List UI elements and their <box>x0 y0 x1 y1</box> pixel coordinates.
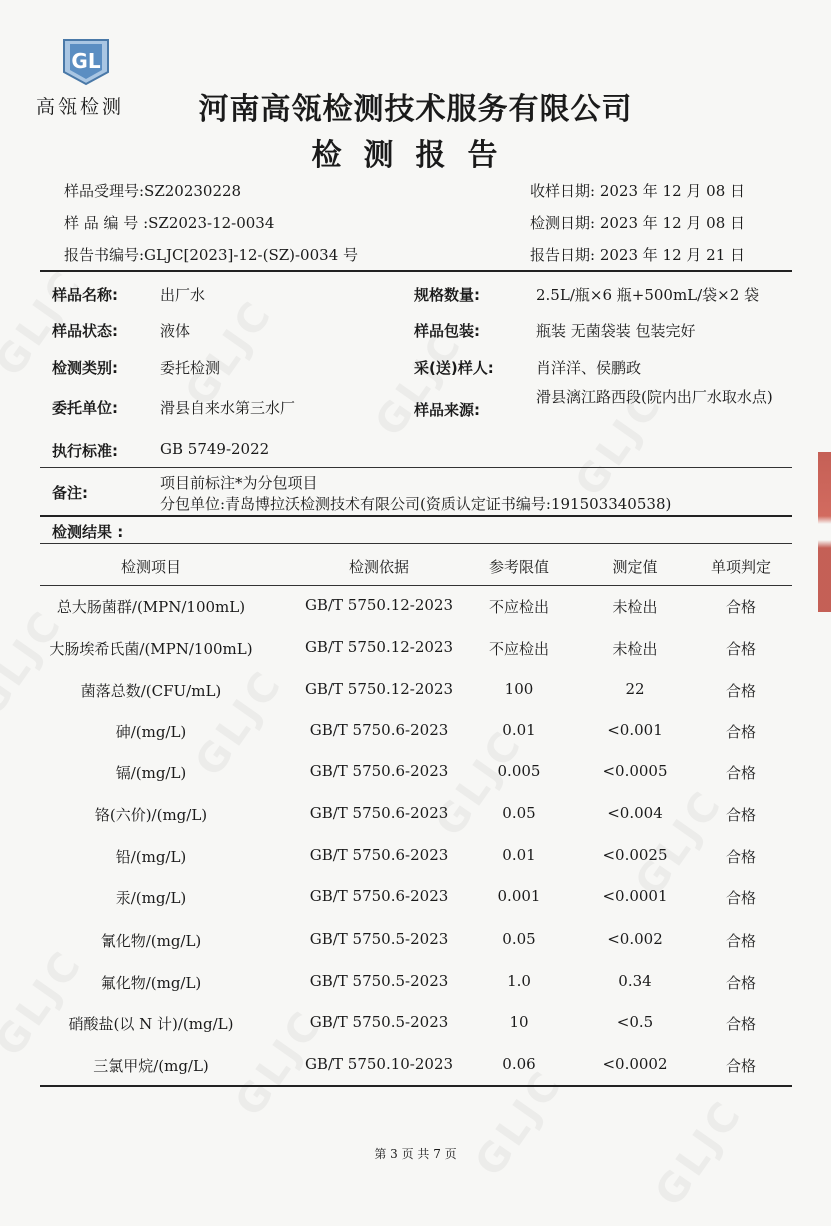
cell-measured: <0.0001 <box>602 887 668 905</box>
report-title: 检测报告 <box>311 138 520 173</box>
sampler: 肖洋洋、侯鹏政 <box>536 359 642 377</box>
cell-measured: <0.0002 <box>602 1055 668 1073</box>
cell-method: GB/T 5750.5-2023 <box>309 1013 449 1031</box>
client: 滑县自来水第三水厂 <box>160 399 296 417</box>
sample-state: 液体 <box>160 322 191 340</box>
sample-number: 样 品 编 号 :SZ2023-12-0034 <box>64 214 275 232</box>
standard-label: 执行标准: <box>52 442 118 460</box>
divider <box>40 270 792 272</box>
cell-verdict: 合格 <box>725 640 756 658</box>
remark-line-1: 项目前标注*为分包项目 <box>160 474 318 492</box>
col-header-verdict: 单项判定 <box>710 558 771 576</box>
cell-method: GB/T 5750.6-2023 <box>309 721 449 739</box>
company-name: 河南高瓴检测技术服务有限公司 <box>198 92 633 127</box>
package-label: 样品包装: <box>414 322 480 340</box>
logo-mark: GL <box>71 49 101 73</box>
watermark <box>466 1061 572 1185</box>
cell-verdict: 合格 <box>725 1015 756 1033</box>
cell-method: GB/T 5750.12-2023 <box>304 596 454 614</box>
sampler-label: 采(送)样人: <box>414 359 494 377</box>
cell-method: GB/T 5750.12-2023 <box>304 680 454 698</box>
cell-limit: 0.05 <box>502 930 536 948</box>
cell-measured: 未检出 <box>612 640 658 658</box>
cell-method: GB/T 5750.6-2023 <box>309 887 449 905</box>
col-header-limit: 参考限值 <box>488 558 549 576</box>
cell-item: 铅/(mg/L) <box>115 848 187 866</box>
cell-item: 三氯甲烷/(mg/L) <box>93 1057 209 1075</box>
cell-item: 铬(六价)/(mg/L) <box>94 806 208 824</box>
cell-verdict: 合格 <box>725 723 756 741</box>
logo-text: 高瓴检测 <box>36 96 125 118</box>
cell-verdict: 合格 <box>725 889 756 907</box>
sample-name: 出厂水 <box>160 286 206 304</box>
cell-item: 总大肠菌群/(MPN/100mL) <box>56 598 246 616</box>
client-label: 委托单位: <box>52 399 118 417</box>
cell-item: 氰化物/(mg/L) <box>100 932 202 950</box>
cell-verdict: 合格 <box>725 974 756 992</box>
cell-limit: 不应检出 <box>488 598 549 616</box>
remark-line-2: 分包单位:青岛博拉沃检测技术有限公司(资质认定证书编号:191503340538) <box>160 495 672 513</box>
divider <box>40 1085 792 1087</box>
page-number: 第 3 页 共 7 页 <box>374 1147 457 1161</box>
cell-measured: 0.34 <box>618 972 652 990</box>
cell-method: GB/T 5750.10-2023 <box>304 1055 454 1073</box>
report-date: 报告日期: 2023 年 12 月 21 日 <box>530 246 746 264</box>
cell-method: GB/T 5750.12-2023 <box>304 638 454 656</box>
cell-item: 大肠埃希氏菌/(MPN/100mL) <box>49 640 253 658</box>
cell-method: GB/T 5750.5-2023 <box>309 930 449 948</box>
cell-measured: 22 <box>625 680 645 698</box>
col-header-method: 检测依据 <box>348 558 409 576</box>
cell-item: 菌落总数/(CFU/mL) <box>80 682 222 700</box>
spec-label: 规格数量: <box>414 286 480 304</box>
cell-verdict: 合格 <box>725 848 756 866</box>
cell-limit: 0.01 <box>502 721 536 739</box>
cell-item: 氟化物/(mg/L) <box>100 974 202 992</box>
cell-limit: 0.005 <box>497 762 541 780</box>
divider <box>40 515 792 517</box>
cell-limit: 1.0 <box>507 972 531 990</box>
cell-verdict: 合格 <box>725 806 756 824</box>
divider <box>40 543 792 544</box>
category-label: 检测类别: <box>52 359 118 377</box>
cell-limit: 0.001 <box>497 887 541 905</box>
cell-verdict: 合格 <box>725 764 756 782</box>
watermark <box>0 941 92 1065</box>
test-category: 委托检测 <box>160 359 221 377</box>
col-header-measured: 测定值 <box>612 558 658 576</box>
received-date: 收样日期: 2023 年 12 月 08 日 <box>530 182 746 200</box>
cell-limit: 0.01 <box>502 846 536 864</box>
cell-measured: <0.004 <box>607 804 663 822</box>
watermark <box>0 601 72 725</box>
watermark <box>426 721 532 845</box>
cell-verdict: 合格 <box>725 682 756 700</box>
sample-package: 瓶装 无菌袋装 包装完好 <box>536 322 696 340</box>
cell-limit: 0.06 <box>502 1055 536 1073</box>
cell-measured: <0.001 <box>607 721 663 739</box>
source-label: 样品来源: <box>414 401 480 419</box>
standard: GB 5749-2022 <box>160 440 270 458</box>
cell-limit: 0.05 <box>502 804 536 822</box>
cell-measured: <0.0005 <box>602 762 668 780</box>
cell-measured: <0.002 <box>607 930 663 948</box>
spec: 2.5L/瓶×6 瓶+500mL/袋×2 袋 <box>536 286 760 304</box>
test-date: 检测日期: 2023 年 12 月 08 日 <box>530 214 746 232</box>
cell-verdict: 合格 <box>725 932 756 950</box>
cell-method: GB/T 5750.6-2023 <box>309 846 449 864</box>
remarks-label: 备注: <box>52 484 88 502</box>
cell-method: GB/T 5750.6-2023 <box>309 804 449 822</box>
divider <box>40 467 792 468</box>
cell-item: 硝酸盐(以 N 计)/(mg/L) <box>68 1015 234 1033</box>
cell-item: 汞/(mg/L) <box>115 889 187 907</box>
cell-measured: <0.5 <box>616 1013 654 1031</box>
cell-limit: 10 <box>509 1013 529 1031</box>
cell-verdict: 合格 <box>725 598 756 616</box>
receipt-number: 样品受理号:SZ20230228 <box>64 182 242 200</box>
cell-measured: <0.0025 <box>602 846 668 864</box>
cell-method: GB/T 5750.5-2023 <box>309 972 449 990</box>
col-header-item: 检测项目 <box>120 558 181 576</box>
cell-verdict: 合格 <box>725 1057 756 1075</box>
cell-method: GB/T 5750.6-2023 <box>309 762 449 780</box>
seal-edge <box>818 452 831 612</box>
state-label: 样品状态: <box>52 322 118 340</box>
cell-item: 砷/(mg/L) <box>115 723 187 741</box>
company-logo-icon <box>58 34 114 86</box>
cell-item: 镉/(mg/L) <box>115 764 187 782</box>
cell-measured: 未检出 <box>612 598 658 616</box>
sample-name-label: 样品名称: <box>52 286 118 304</box>
report-number: 报告书编号:GLJC[2023]-12-(SZ)-0034 号 <box>64 246 359 264</box>
cell-limit: 100 <box>504 680 534 698</box>
cell-limit: 不应检出 <box>488 640 549 658</box>
divider <box>40 585 792 586</box>
sample-source: 滑县漓江路西段(院内出厂水取水点) <box>536 388 773 406</box>
results-section-label: 检测结果 : <box>52 523 124 541</box>
